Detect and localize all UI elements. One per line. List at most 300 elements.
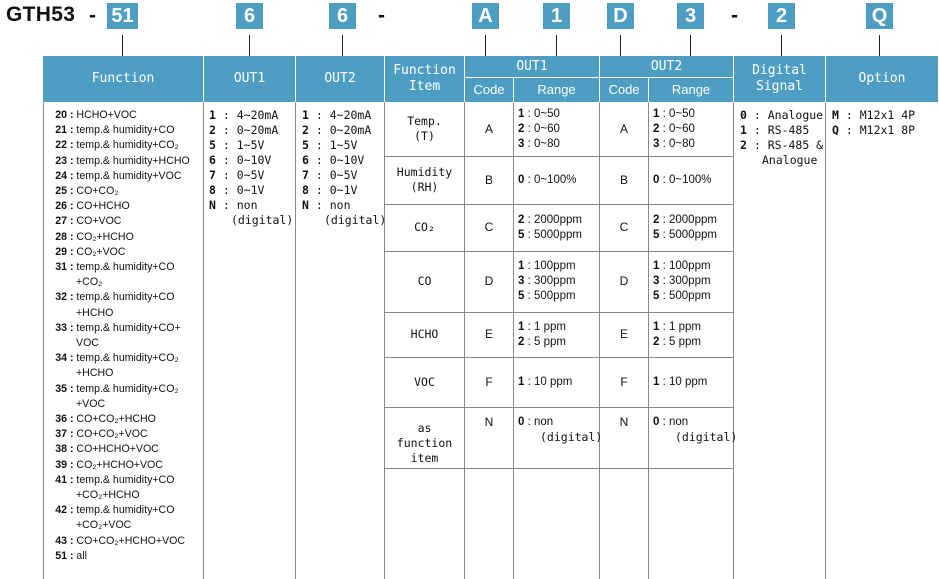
function-description-cont: +HCHO [76, 367, 114, 380]
out2-range-list [653, 173, 735, 188]
function-item-label: Temp. (T) [407, 114, 442, 143]
header-code: Code [600, 78, 648, 102]
out2-option-key: N [302, 198, 309, 212]
mounting-option [832, 123, 937, 138]
range-key: 5 [653, 228, 660, 241]
out1-range-list [518, 107, 600, 152]
function-list-item [46, 534, 202, 549]
range-value: 5 ppm [669, 335, 701, 348]
grid-line [295, 102, 296, 579]
function-description: temp.& humidity+VOC [76, 169, 182, 182]
function-code: 31 [55, 261, 67, 274]
colon-separator: : [215, 168, 237, 182]
out1-option-value-cont: (digital) [231, 213, 294, 227]
colon-separator: : [659, 320, 669, 333]
range-option [518, 213, 600, 228]
function-code: 51 [55, 549, 67, 562]
range-option [653, 173, 735, 188]
out1-option-value: 1~5V [236, 138, 265, 152]
function-description-cont: VOC [76, 337, 99, 350]
range-option [653, 415, 735, 430]
range-option [653, 320, 735, 335]
header-range: Range [514, 78, 599, 102]
range-value-cont: (digital) [540, 430, 603, 444]
colon-separator: : [524, 320, 534, 333]
code-out2-item: D [607, 3, 634, 29]
digital-signal-option-key: 2 [740, 138, 747, 152]
function-code: 35 [55, 382, 67, 395]
colon-separator: : [524, 122, 534, 135]
out2-range-list [653, 320, 735, 350]
header-out2: OUT2 [296, 56, 384, 102]
out2-option-value: 0~20mA [329, 123, 372, 137]
range-value: non [534, 416, 554, 428]
header-code: Code [465, 78, 513, 102]
range-value: 0~80 [534, 137, 560, 150]
function-code: 28 [55, 230, 67, 243]
header-option: Option [826, 56, 938, 102]
function-list-item [46, 503, 202, 518]
function-code: 34 [55, 352, 67, 365]
grid-line [384, 251, 734, 252]
connector-line [485, 35, 486, 57]
function-description: CO+CO₂+HCHO [76, 413, 156, 426]
function-list-item [46, 321, 202, 336]
function-description: temp.& humidity+CO [76, 473, 175, 486]
colon-separator: : [524, 228, 534, 241]
out2-option [302, 198, 384, 213]
range-option [518, 375, 600, 390]
range-key: 2 [653, 213, 660, 226]
colon-separator: : [659, 290, 669, 302]
function-list-item [46, 184, 202, 199]
function-code: 25 [55, 185, 67, 198]
function-description: CO₂+VOC [76, 245, 126, 258]
colon-separator: : [67, 154, 77, 167]
function-list-item [46, 549, 202, 564]
out2-option [302, 108, 384, 123]
colon-separator: : [67, 428, 77, 441]
grid-line [648, 102, 649, 579]
colon-separator: : [524, 213, 534, 226]
colon-separator: : [659, 213, 669, 226]
grid-line [384, 156, 734, 157]
range-value: 5000ppm [534, 228, 582, 241]
connector-line [556, 35, 557, 57]
out1-option-value: 4~20mA [236, 108, 279, 122]
range-option [653, 259, 735, 274]
range-value: 500ppm [669, 290, 711, 302]
function-description-cont: +VOC [76, 397, 106, 410]
grid-line [384, 312, 734, 313]
function-description-cont: +HCHO [76, 306, 114, 319]
colon-separator: : [67, 382, 77, 395]
out2-option [302, 123, 384, 138]
out2-code: B [619, 172, 628, 187]
colon-separator: : [659, 375, 669, 388]
range-value-cont: (digital) [675, 430, 738, 444]
range-option [518, 137, 600, 152]
digital-signal-option-value: Analogue [767, 108, 824, 122]
digital-signal-list [740, 108, 825, 168]
function-code: 22 [55, 139, 67, 152]
range-option [653, 213, 735, 228]
range-key: 2 [653, 122, 660, 135]
function-description: temp.& humidity+HCHO [76, 154, 190, 167]
out2-option-value: 4~20mA [329, 108, 372, 122]
mounting-option-value: M12x1 8P [859, 123, 916, 137]
function-description: CO+CO₂+VOC [76, 428, 148, 441]
out1-option-key: 7 [209, 168, 216, 182]
function-description-cont: +CO₂+HCHO [76, 489, 140, 502]
colon-separator: : [67, 321, 77, 334]
out1-code: A [484, 121, 493, 136]
out1-option [209, 153, 295, 168]
colon-separator: : [67, 169, 77, 182]
out1-option [209, 168, 295, 183]
range-value: 0~50 [534, 107, 560, 120]
function-description: CO+VOC [76, 215, 122, 228]
header-function-item: Function Item [385, 56, 464, 102]
colon-separator: : [524, 335, 534, 348]
out2-range-list [653, 213, 735, 243]
range-key: 2 [653, 335, 660, 348]
connector-line [122, 35, 123, 57]
function-description: temp.& humidity+CO+ [76, 321, 181, 334]
function-description: CO₂+HCHO [76, 230, 134, 243]
function-list-item [46, 442, 202, 457]
range-option [653, 228, 735, 243]
out2-option-key: 6 [302, 153, 309, 167]
function-description-cont: +CO₂+VOC [76, 519, 132, 532]
out1-option-key: 8 [209, 183, 216, 197]
range-key: 1 [518, 320, 525, 333]
digital-signal-option-key: 0 [740, 108, 747, 122]
colon-separator: : [524, 375, 534, 388]
range-value: 2000ppm [669, 213, 717, 226]
range-option [518, 289, 600, 304]
function-description: CO+HCHO [76, 200, 130, 213]
function-list-item [46, 427, 202, 442]
function-description: temp.& humidity+CO [76, 504, 175, 517]
function-description: CO+CO₂+HCHO+VOC [76, 534, 186, 547]
code-out1: 6 [236, 3, 263, 29]
range-value: 0~80 [669, 137, 695, 150]
out1-code: C [484, 220, 494, 234]
range-key: 1 [653, 375, 660, 388]
range-option [518, 228, 600, 243]
out2-option [302, 138, 384, 153]
header-out2-group: OUT2 [600, 56, 733, 77]
range-key: 3 [518, 137, 525, 150]
range-key: 1 [653, 260, 660, 272]
out2-range-list [653, 259, 735, 304]
range-key: 0 [653, 416, 660, 428]
grid-line [384, 204, 734, 205]
header-digital-signal: Digital Signal [734, 56, 825, 102]
out1-option-key: 5 [209, 138, 216, 152]
model-code-bar [0, 0, 939, 56]
out1-option-value: non [236, 198, 258, 212]
out1-option-value: 0~5V [236, 168, 265, 182]
function-list-item [46, 245, 202, 260]
out2-option-key: 5 [302, 138, 309, 152]
model-name: GTH53 [6, 3, 76, 26]
colon-separator: : [524, 416, 534, 428]
range-value: 5 ppm [534, 335, 566, 348]
out1-range-list [518, 415, 603, 445]
colon-separator: : [838, 123, 860, 137]
out1-range-list [518, 213, 600, 243]
range-option [518, 107, 600, 122]
out1-code: F [485, 374, 493, 389]
digital-signal-option [740, 138, 825, 153]
range-key: 5 [653, 290, 660, 302]
range-option [518, 122, 600, 137]
code-function: 51 [107, 3, 138, 29]
mounting-option-value: M12x1 4P [859, 108, 916, 122]
colon-separator: : [746, 138, 768, 152]
out2-option-value-cont: (digital) [324, 213, 387, 227]
out2-range-list [653, 107, 735, 152]
out2-option-key: 2 [302, 123, 309, 137]
connector-line [342, 35, 343, 57]
colon-separator: : [67, 534, 77, 547]
function-list-item [46, 123, 202, 138]
out1-option [209, 138, 295, 153]
range-option [518, 259, 600, 274]
function-description-cont: +CO₂ [76, 276, 103, 289]
code-separator: - [731, 4, 738, 27]
connector-line [620, 35, 621, 57]
colon-separator: : [67, 473, 77, 486]
colon-separator: : [215, 198, 237, 212]
colon-separator: : [67, 200, 77, 213]
colon-separator: : [67, 215, 77, 228]
colon-separator: : [67, 549, 77, 562]
function-code: 29 [55, 245, 67, 258]
range-value: 0~60 [534, 122, 560, 135]
function-code: 33 [55, 321, 67, 334]
colon-separator: : [524, 275, 534, 287]
mounting-option-key: M [832, 108, 839, 122]
out1-range-list [518, 173, 600, 188]
function-code: 26 [55, 200, 67, 213]
colon-separator: : [659, 107, 669, 120]
ordering-code-table [43, 56, 938, 579]
range-value: 1 ppm [669, 320, 701, 333]
header-out1-group: OUT1 [465, 56, 599, 77]
out1-option-key: N [209, 198, 216, 212]
grid-line [384, 407, 734, 408]
digital-signal-option-value: RS-485 [767, 123, 810, 137]
out2-code: A [619, 121, 628, 136]
colon-separator: : [215, 108, 237, 122]
colon-separator: : [524, 290, 534, 302]
out2-option-value: non [329, 198, 351, 212]
range-key: 0 [653, 173, 660, 186]
header-out1: OUT1 [204, 56, 295, 102]
range-value: 1 ppm [534, 320, 566, 333]
out2-option [302, 153, 384, 168]
function-list-item [46, 473, 202, 488]
out1-option [209, 108, 295, 123]
colon-separator: : [308, 138, 330, 152]
function-list-item [46, 169, 202, 184]
digital-signal-option-value-cont: Analogue [762, 153, 818, 167]
function-code: 37 [55, 428, 67, 441]
range-value: non [669, 416, 689, 428]
digital-signal-option-value: RS-485 & [767, 138, 824, 152]
function-item-label: CO₂ [414, 220, 435, 234]
function-item-label: CO [417, 274, 432, 288]
out2-option-value: 0~1V [329, 183, 358, 197]
connector-line [690, 35, 691, 57]
out1-range-list [518, 320, 600, 350]
mounting-option-key: Q [832, 123, 839, 137]
colon-separator: : [67, 504, 77, 517]
option-list [832, 108, 937, 138]
function-code: 21 [55, 124, 67, 137]
out2-option-key: 1 [302, 108, 309, 122]
colon-separator: : [308, 198, 330, 212]
out2-option-value: 1~5V [329, 138, 358, 152]
function-item-label: VOC [414, 374, 435, 389]
range-value: 0~100% [534, 173, 577, 186]
out2-option [302, 168, 384, 183]
range-option [653, 375, 735, 390]
colon-separator: : [659, 228, 669, 241]
function-description: temp.& humidity+CO [76, 261, 175, 274]
range-option [653, 137, 735, 152]
code-separator: - [89, 4, 96, 27]
function-code: 27 [55, 215, 67, 228]
out1-option-key: 2 [209, 123, 216, 137]
function-list [46, 108, 202, 564]
colon-separator: : [308, 108, 330, 122]
range-value: 0~100% [669, 173, 712, 186]
range-option [518, 274, 600, 289]
colon-separator: : [308, 168, 330, 182]
range-value: 5000ppm [669, 228, 717, 241]
code-out1-range: 1 [543, 3, 570, 29]
colon-separator: : [746, 108, 768, 122]
range-option [653, 335, 735, 350]
range-option [653, 107, 735, 122]
range-value: 0~60 [669, 122, 695, 135]
out1-code: D [484, 274, 494, 288]
range-key: 0 [518, 173, 525, 186]
function-code: 42 [55, 504, 67, 517]
range-value: 500ppm [534, 290, 576, 302]
code-option: Q [866, 3, 893, 29]
function-list-item [46, 138, 202, 153]
function-list-item [46, 108, 202, 123]
range-key: 3 [653, 275, 660, 287]
range-value: 2000ppm [534, 213, 582, 226]
colon-separator: : [308, 123, 330, 137]
colon-separator: : [67, 245, 77, 258]
out2-option-key: 7 [302, 168, 309, 182]
function-description: temp.& humidity+CO₂ [76, 139, 179, 152]
range-key: 1 [518, 107, 525, 120]
range-key: 1 [518, 260, 525, 272]
out1-list [209, 108, 295, 228]
range-value: 10 ppm [534, 375, 573, 388]
colon-separator: : [67, 230, 77, 243]
colon-separator: : [67, 352, 77, 365]
function-list-item [46, 351, 202, 366]
function-code: 23 [55, 154, 67, 167]
header-range: Range [649, 78, 733, 102]
function-list-item [46, 412, 202, 427]
function-description: temp.& humidity+CO₂ [76, 382, 179, 395]
function-code: 41 [55, 473, 67, 486]
function-description: CO+CO₂ [76, 185, 119, 198]
range-key: 5 [518, 228, 525, 241]
colon-separator: : [215, 183, 237, 197]
colon-separator: : [67, 261, 77, 274]
mounting-option [832, 108, 937, 123]
colon-separator: : [524, 173, 534, 186]
colon-separator: : [659, 260, 669, 272]
function-list-item [46, 214, 202, 229]
connector-line [781, 35, 782, 57]
range-key: 1 [518, 375, 525, 388]
range-value: 10 ppm [669, 375, 708, 388]
out1-option [209, 183, 295, 198]
function-code: 20 [55, 109, 67, 121]
function-list-item [46, 290, 202, 305]
colon-separator: : [308, 153, 330, 167]
function-list-item [46, 154, 202, 169]
range-option [653, 122, 735, 137]
range-option [518, 415, 600, 430]
out2-option [302, 183, 384, 198]
range-option [518, 335, 600, 350]
range-option [653, 289, 735, 304]
out1-option-value: 0~20mA [236, 123, 279, 137]
code-digital-signal: 2 [768, 3, 795, 29]
range-key: 1 [653, 107, 660, 120]
range-key: 3 [518, 275, 525, 287]
out2-option-key: 8 [302, 183, 309, 197]
code-out1-item: A [472, 3, 499, 29]
function-code: 43 [55, 534, 67, 547]
range-option [518, 320, 600, 335]
colon-separator: : [524, 137, 534, 150]
range-key: 5 [518, 290, 525, 302]
colon-separator: : [67, 124, 77, 137]
out2-list [302, 108, 387, 228]
colon-separator: : [67, 291, 77, 304]
colon-separator: : [659, 275, 669, 287]
range-key: 0 [518, 416, 525, 428]
colon-separator: : [524, 260, 534, 272]
colon-separator: : [838, 108, 860, 122]
colon-separator: : [67, 109, 77, 121]
digital-signal-option [740, 123, 825, 138]
out2-code: D [619, 274, 629, 288]
colon-separator: : [659, 335, 669, 348]
out1-code: E [484, 327, 493, 341]
out2-code: E [619, 327, 628, 341]
colon-separator: : [308, 183, 330, 197]
function-item-label: HCHO [410, 327, 439, 341]
header-function: Function [43, 56, 203, 102]
function-code: 24 [55, 169, 67, 182]
code-out2-range: 3 [677, 3, 704, 29]
